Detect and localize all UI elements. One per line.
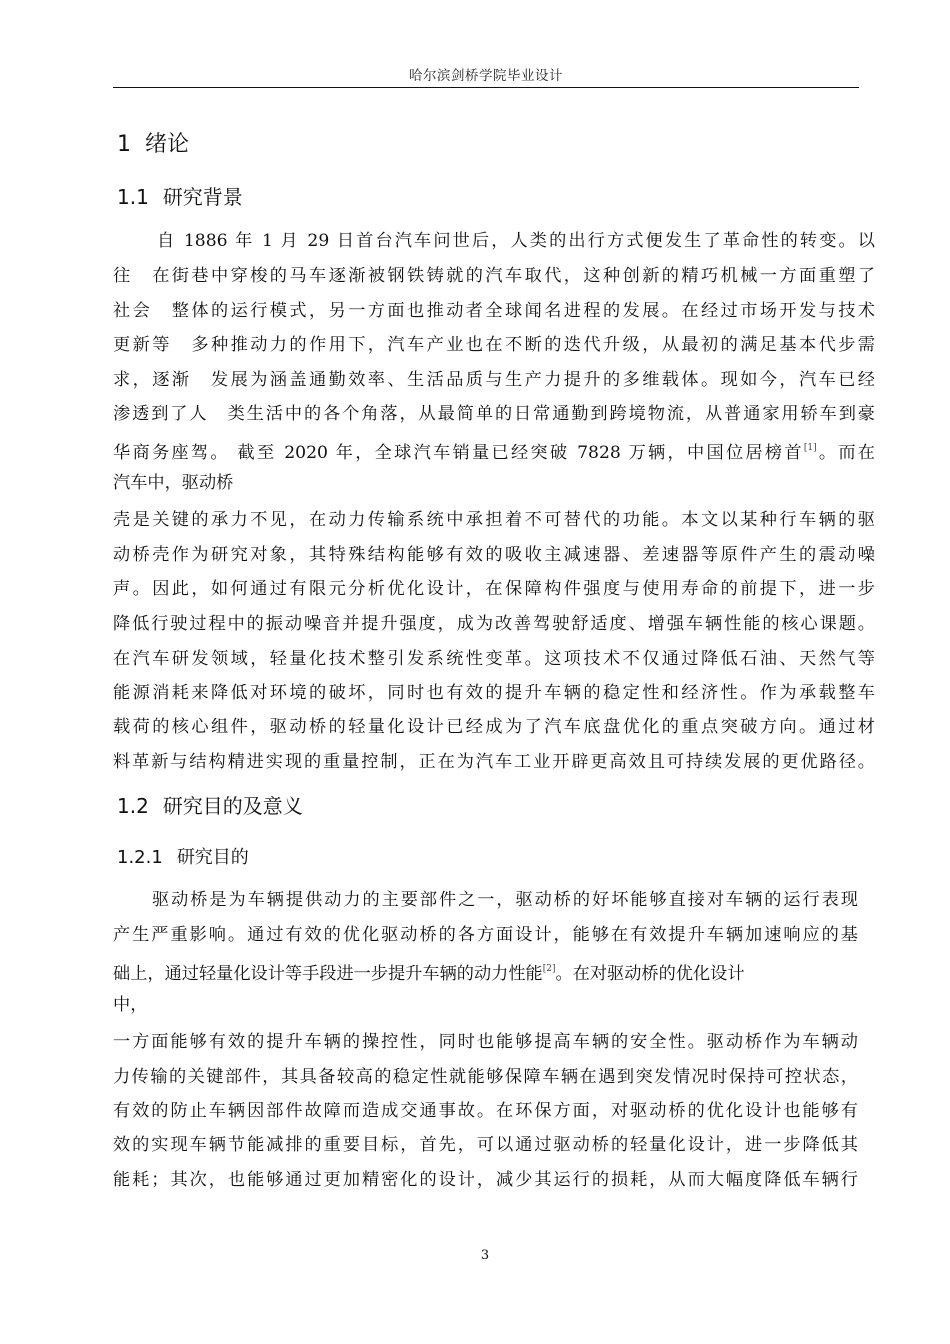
paragraph-line: 力传输的关键部件，其具备较高的稳定性就能够保障车辆在遇到突发情况时保持可控状态， — [113, 1067, 858, 1087]
page-number: 3 — [480, 1248, 490, 1263]
paragraph-line: 能耗；其次，也能够通过更加精密化的设计，减少其运行的损耗，从而大幅度降低车辆行 — [113, 1170, 858, 1190]
paragraph-line: 能源消耗来降低对环境的破坏，同时也有效的提升车辆的稳定性和经济性。作为承载整车 — [113, 683, 875, 703]
subsection-heading-1-2-1 — [117, 843, 249, 869]
paragraph-line: 中， — [113, 995, 148, 1015]
running-header: 哈尔滨剑桥学院毕业设计 — [409, 68, 563, 84]
section-heading-1-2 — [117, 790, 303, 819]
header-divider — [113, 87, 859, 88]
section-number: 1.2 — [117, 794, 149, 818]
citation-ref: [1] — [803, 443, 817, 453]
paragraph-line-with-citation — [113, 957, 875, 986]
paragraph-line: 自 1886 年 1 月 29 日首台汽车问世后，人类的出行方式便发生了革命性的转变。以 — [157, 231, 875, 251]
paragraph-line: 驱动桥是为车辆提供动力的主要部件之一，驱动桥的好坏能够直接对车辆的运行表现 — [152, 890, 858, 910]
paragraph-line: 一方面能够有效的提升车辆的操控性，同时也能够提高车辆的安全性。驱动桥作为车辆动 — [113, 1032, 858, 1052]
paragraph-line: 在汽车研发领域，轻量化技术整引发系统性变革。这项技术不仅通过降低石油、天然气等 — [113, 649, 875, 669]
subsection-title: 研究目的 — [176, 847, 249, 868]
paragraph-line: 往 在街巷中穿梭的马车逐渐被钢铁铸就的汽车取代，这种创新的精巧机械一方面重塑了 — [113, 266, 875, 286]
paragraph-line: 汽车中，驱动桥 — [113, 473, 234, 493]
paragraph-line: 更新等 多种推动力的作用下，汽车产业也在不断的迭代升级，从最初的满足基本代步需 — [113, 335, 875, 355]
paragraph-line: 渗透到了人 类生活中的各个角落，从最简单的日常通勤到跨境物流，从普通家用轿车到豪 — [113, 404, 875, 424]
chapter-title: 绪论 — [145, 132, 190, 157]
citation-ref: [2] — [542, 964, 556, 974]
paragraph-line: 声。因此，如何通过有限元分析优化设计，在保障构件强度与使用寿命的前提下，进一步 — [113, 579, 875, 599]
paragraph-line: 有效的防止车辆因部件故障而造成交通事故。在环保方面，对驱动桥的优化设计也能够有 — [113, 1101, 858, 1121]
text-run: 。在对驱动桥的优化设计 — [555, 964, 745, 984]
chapter-number: 1 — [117, 132, 131, 157]
paragraph-line: 效的实现车辆节能减排的重要目标，首先，可以通过驱动桥的轻量化设计，进一步降低其 — [113, 1135, 858, 1155]
paragraph-line: 社会 整体的运行模式，另一方面也推动者全球闻名进程的发展。在经过市场开发与技术 — [113, 301, 875, 321]
paragraph-line: 产生严重影响。通过有效的优化驱动桥的各方面设计，能够在有效提升车辆加速响应的基 — [113, 925, 858, 945]
paragraph-line: 壳是关键的承力不见，在动力传输系统中承担着不可替代的功能。本文以某种行车辆的驱 — [113, 510, 875, 530]
chapter-heading — [117, 127, 189, 158]
text-run: 华商务座驾。 截至 2020 年，全球汽车销量已经突破 7828 万辆，中国位居榜首 — [113, 443, 804, 463]
paragraph-line: 动桥壳作为研究对象，其特殊结构能够有效的吸收主减速器、差速器等原件产生的震动噪 — [113, 545, 875, 565]
paragraph-line: 降低行驶过程中的振动噪音并提升强度，成为改善驾驶舒适度、增强车辆性能的核心课题。 — [113, 614, 875, 634]
paragraph-line: 求，逐渐 发展为涵盖通勤效率、生活品质与生产力提升的多维载体。现如今，汽车已经 — [113, 370, 875, 390]
section-number: 1.1 — [117, 185, 149, 209]
text-run: 础上，通过轻量化设计等手段进一步提升车辆的动力性能 — [113, 964, 543, 984]
paragraph-line: 载荷的核心组件，驱动桥的轻量化设计已经成为了汽车底盘优化的重点突破方向。通过材 — [113, 717, 875, 737]
text-run: 。而在 — [816, 443, 875, 463]
paragraph-line-with-citation — [113, 436, 875, 465]
section-heading-1-1 — [117, 181, 243, 210]
subsection-number: 1.2.1 — [117, 847, 163, 868]
section-title: 研究背景 — [162, 185, 243, 209]
section-title: 研究目的及意义 — [162, 794, 303, 818]
paragraph-line: 料革新与结构精进实现的重量控制，正在为汽车工业开辟更高效且可持续发展的更优路径。 — [113, 752, 875, 772]
